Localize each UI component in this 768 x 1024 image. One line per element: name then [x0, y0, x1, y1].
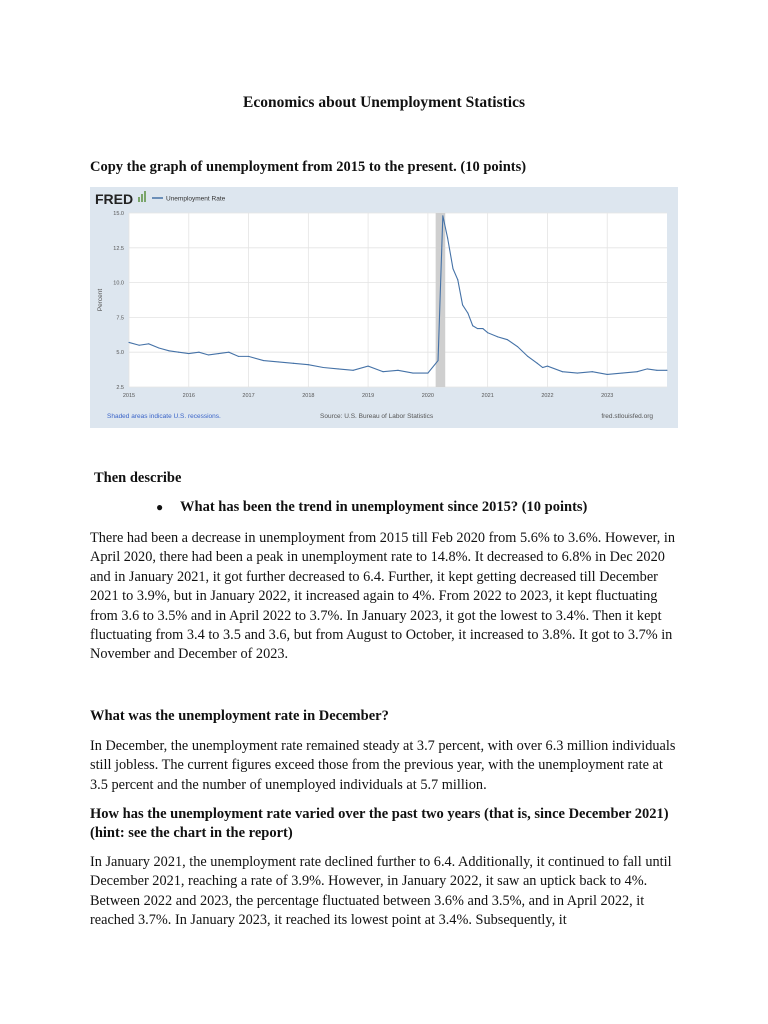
data-point	[228, 352, 229, 353]
answer-trend-paragraph: There had been a decrease in unemployment from 2015 till Feb 2020 from 5.6% to 3.6%. However, in April 2020, there had been a peak in unemployment rate to 14.8%. It decreased to 6.8% in Dec 2020 and in January 2021, it got further decreased to 6.4. Further, it kept getting decreased till December 2021 to 3.9%, but in January 2022, it increased again to 4%. From 2022 to 2023, it kept fluctuating from 3.6 to 3.5% and in April 2022 to 3.7%. In January 2023, it got the lowest to 3.4%. Then it kept fluctuating from 3.4 to 3.5 and 3.6, but from August to October, it increased to 3.8%. It got to 3.7% in November and December of 2023.	[90, 530, 676, 663]
x-tick-label: 2015	[122, 393, 136, 399]
answer-december-paragraph: In December, the unemployment rate remained steady at 3.7 percent, with over 6.3 million individuals still jobless. The current figures exceed those from the previous year, with the unemployment rate at 3.5 percent and the number of unemployed individuals at 5.7 million.	[90, 738, 676, 793]
data-point	[637, 371, 638, 372]
data-point	[323, 367, 324, 368]
plot-area	[129, 213, 667, 387]
x-tick-label: 2017	[242, 393, 255, 399]
data-point	[647, 368, 648, 369]
y-tick-label: 15.0	[113, 211, 124, 217]
data-point	[208, 354, 209, 355]
data-point	[218, 353, 219, 354]
x-tick-label: 2020	[421, 393, 435, 399]
data-point	[452, 268, 453, 269]
data-point	[577, 373, 578, 374]
data-point	[263, 360, 264, 361]
data-point	[507, 339, 508, 340]
data-point	[427, 373, 428, 374]
y-axis-label: Percent	[97, 288, 104, 312]
data-point	[139, 345, 140, 346]
data-point	[383, 371, 384, 372]
data-point	[537, 363, 538, 364]
fred-logo: FRED	[95, 191, 134, 207]
chart-svg	[90, 187, 678, 428]
bullet-dot-icon: ●	[156, 500, 164, 514]
data-point	[198, 352, 199, 353]
x-tick-label: 2022	[541, 393, 554, 399]
fred-unemployment-chart	[90, 187, 678, 428]
data-point	[158, 347, 159, 348]
answer-two-year-paragraph: In January 2021, the unemployment rate declined further to 6.4. Additionally, it continued to fall until December 2021, reaching a rate of 3.9%. However, in January 2022, it saw an uptick back to 4%. Between 2022 and 2023, the percentage fluctuated between 3.6% and 3.5%, and in April 2022, it reached 3.7%. In January 2023, it reached its lowest point at 3.4%. Subsequently, it	[90, 854, 672, 929]
data-point	[622, 373, 623, 374]
data-point	[472, 325, 473, 326]
data-point	[666, 370, 667, 371]
data-point	[169, 350, 170, 351]
data-point	[467, 313, 468, 314]
data-point	[412, 373, 413, 374]
x-tick-label: 2018	[302, 393, 315, 399]
data-point	[178, 352, 179, 353]
y-tick-label: 2.5	[116, 385, 124, 391]
data-point	[128, 342, 129, 343]
data-point	[353, 370, 354, 371]
data-point	[438, 360, 439, 361]
data-point	[562, 371, 563, 372]
data-point	[527, 356, 528, 357]
recession-note[interactable]: Shaded areas indicate U.S. recessions.	[107, 413, 221, 420]
data-point	[368, 366, 369, 367]
data-point	[148, 343, 149, 344]
data-point	[592, 371, 593, 372]
y-tick-label: 5.0	[116, 350, 124, 357]
question-two-year-variation: How has the unemployment rate varied over the past two years (that is, since December 2021) (hint: see the chart in the report)	[90, 806, 669, 842]
y-tick-label: 12.5	[113, 245, 124, 252]
question-copy-graph: Copy the graph of unemployment from 2015 to the present. (10 points)	[90, 159, 527, 175]
data-point	[397, 370, 398, 371]
x-tick-label: 2023	[601, 393, 614, 399]
data-point	[477, 328, 478, 329]
question-december-rate: What was the unemployment rate in December?	[90, 708, 389, 724]
y-tick-label: 7.5	[116, 315, 124, 322]
data-point	[547, 366, 548, 367]
data-point	[293, 363, 294, 364]
data-point	[497, 336, 498, 337]
data-point	[482, 328, 483, 329]
data-point	[462, 304, 463, 305]
data-point	[457, 279, 458, 280]
y-tick-label: 10.0	[113, 280, 124, 287]
x-tick-labels	[123, 393, 613, 399]
data-point	[487, 332, 488, 333]
data-point	[517, 346, 518, 347]
y-tick-labels	[113, 211, 124, 391]
data-point	[607, 374, 608, 375]
bullet-question-text: What has been the trend in unemployment since 2015? (10 points)	[180, 499, 588, 515]
x-tick-label: 2019	[361, 393, 375, 399]
source-note: Source: U.S. Bureau of Labor Statistics	[320, 413, 434, 420]
data-point	[447, 238, 448, 239]
x-tick-label: 2021	[481, 393, 494, 399]
document-title: Economics about Unemployment Statistics	[242, 94, 525, 111]
data-point	[278, 361, 279, 362]
fred-url[interactable]: fred.stlouisfed.org	[601, 413, 653, 420]
data-point	[542, 367, 543, 368]
data-point	[338, 368, 339, 369]
legend-label: Unemployment Rate	[166, 195, 226, 203]
data-point	[656, 370, 657, 371]
data-point	[188, 353, 189, 354]
data-point	[308, 364, 309, 365]
fred-logo-icon	[138, 191, 146, 202]
data-point	[442, 215, 443, 216]
data-point	[248, 356, 249, 357]
data-point	[238, 356, 239, 357]
then-describe-label: Then describe	[94, 470, 182, 486]
x-tick-label: 2016	[182, 393, 195, 399]
